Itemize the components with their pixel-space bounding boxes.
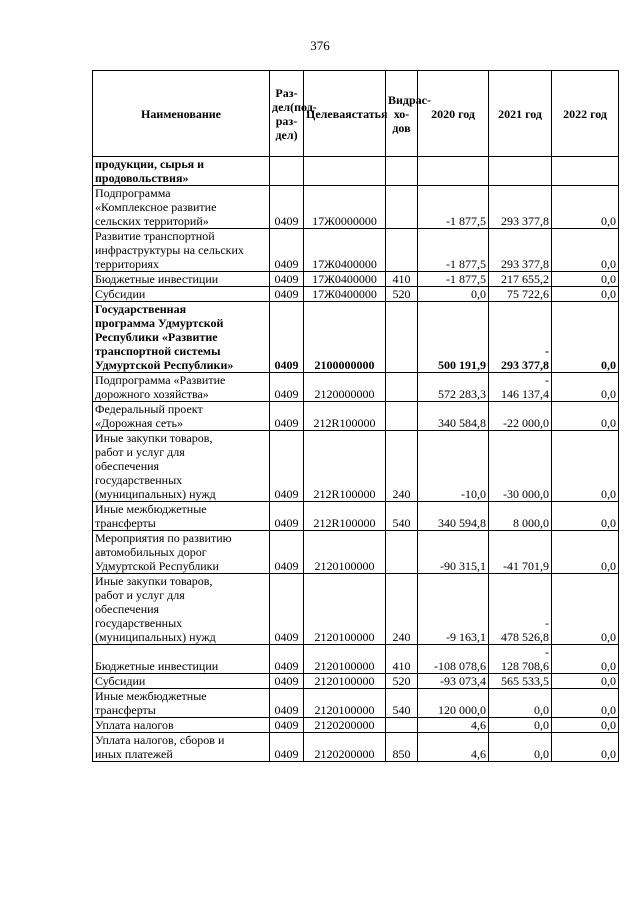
row-name: Бюджетные инвестиции [93, 645, 270, 674]
table-row [93, 373, 619, 402]
table-row [93, 272, 619, 287]
row-2022: 0,0 [552, 502, 619, 531]
row-target: 212R100000 [304, 502, 386, 531]
row-2022: 0,0 [552, 531, 619, 574]
row-2021: - 478 526,8 [489, 574, 552, 645]
row-target: 2120100000 [304, 689, 386, 718]
row-section: 0409 [270, 689, 304, 718]
row-name: продукции, сырья и продовольствия» [93, 157, 270, 186]
table-row [93, 302, 619, 373]
row-2021: 0,0 [489, 718, 552, 733]
row-section: 0409 [270, 402, 304, 431]
row-2021: - 128 708,6 [489, 645, 552, 674]
row-name: Подпрограмма «Комплексное развитие сельских территорий» [93, 186, 270, 229]
row-section: 0409 [270, 373, 304, 402]
row-2020: 120 000,0 [418, 689, 489, 718]
row-expense-type [386, 229, 418, 272]
row-target: 2100000000 [304, 302, 386, 373]
row-2020: 4,6 [418, 733, 489, 762]
row-expense-type [386, 157, 418, 186]
row-2020: -108 078,6 [418, 645, 489, 674]
row-target: 17Ж0000000 [304, 186, 386, 229]
row-name: Иные межбюджетные трансферты [93, 502, 270, 531]
row-2020: -1 877,5 [418, 229, 489, 272]
row-section: 0409 [270, 645, 304, 674]
row-2021: 0,0 [489, 689, 552, 718]
row-2020 [418, 157, 489, 186]
row-expense-type: 540 [386, 502, 418, 531]
table-row [93, 689, 619, 718]
row-target: 2120100000 [304, 674, 386, 689]
row-name: Иные закупки товаров, работ и услуг для обеспечения государственных (муниципальных) нужд [93, 431, 270, 502]
row-expense-type [386, 718, 418, 733]
row-expense-type: 240 [386, 574, 418, 645]
row-name: Иные межбюджетные трансферты [93, 689, 270, 718]
row-section: 0409 [270, 287, 304, 302]
row-expense-type: 240 [386, 431, 418, 502]
row-expense-type: 520 [386, 287, 418, 302]
header-name: Наименование [93, 71, 270, 157]
row-target: 212R100000 [304, 431, 386, 502]
row-name: Мероприятия по развитию автомобильных дорог Удмуртской Республики [93, 531, 270, 574]
row-2021: -41 701,9 [489, 531, 552, 574]
table-row [93, 574, 619, 645]
row-expense-type [386, 402, 418, 431]
row-2021: -30 000,0 [489, 431, 552, 502]
row-target: 2120200000 [304, 718, 386, 733]
row-2021: 8 000,0 [489, 502, 552, 531]
row-section: 0409 [270, 674, 304, 689]
row-section [270, 157, 304, 186]
row-expense-type: 520 [386, 674, 418, 689]
table-row [93, 287, 619, 302]
row-target: 2120100000 [304, 645, 386, 674]
row-2022: 0,0 [552, 402, 619, 431]
row-name: Уплата налогов [93, 718, 270, 733]
row-name: Государственная программа Удмуртской Республики «Развитие транспортной системы Удмуртской Республики» [93, 302, 270, 373]
row-expense-type: 850 [386, 733, 418, 762]
row-2022: 0,0 [552, 431, 619, 502]
row-2020: 4,6 [418, 718, 489, 733]
row-section: 0409 [270, 229, 304, 272]
table-row [93, 157, 619, 186]
row-target: 2120200000 [304, 733, 386, 762]
row-target: 2120100000 [304, 574, 386, 645]
table-row [93, 229, 619, 272]
row-target: 17Ж0400000 [304, 229, 386, 272]
row-target: 212R100000 [304, 402, 386, 431]
row-2022: 0,0 [552, 229, 619, 272]
row-target: 17Ж0400000 [304, 272, 386, 287]
row-name: Бюджетные инвестиции [93, 272, 270, 287]
row-2020: -93 073,4 [418, 674, 489, 689]
row-expense-type [386, 531, 418, 574]
row-2020: 500 191,9 [418, 302, 489, 373]
row-2022: 0,0 [552, 718, 619, 733]
row-2021: - 146 137,4 [489, 373, 552, 402]
row-2022: 0,0 [552, 645, 619, 674]
row-section: 0409 [270, 502, 304, 531]
row-2021: 0,0 [489, 733, 552, 762]
row-name: Субсидии [93, 674, 270, 689]
row-section: 0409 [270, 272, 304, 287]
row-2021: 217 655,2 [489, 272, 552, 287]
row-2022 [552, 157, 619, 186]
table-row [93, 186, 619, 229]
header-expense-type: Видрас-хо-дов [386, 71, 418, 157]
row-2020: -10,0 [418, 431, 489, 502]
row-2022: 0,0 [552, 272, 619, 287]
row-section: 0409 [270, 733, 304, 762]
row-target: 17Ж0400000 [304, 287, 386, 302]
row-2020: -9 163,1 [418, 574, 489, 645]
table-row [93, 431, 619, 502]
row-2021: 293 377,8 [489, 186, 552, 229]
table-row [93, 502, 619, 531]
row-2020: -1 877,5 [418, 272, 489, 287]
table-body [93, 157, 619, 762]
row-section: 0409 [270, 186, 304, 229]
row-name: Развитие транспортной инфраструктуры на сельских территориях [93, 229, 270, 272]
row-target [304, 157, 386, 186]
row-expense-type [386, 186, 418, 229]
row-2022: 0,0 [552, 733, 619, 762]
budget-table [92, 70, 619, 762]
row-expense-type [386, 302, 418, 373]
row-2021: -22 000,0 [489, 402, 552, 431]
header-section: Раз-дел(под-раз-дел) [270, 71, 304, 157]
header-row [93, 71, 619, 157]
row-2022: 0,0 [552, 186, 619, 229]
table-row [93, 531, 619, 574]
row-name: Подпрограмма «Развитие дорожного хозяйства» [93, 373, 270, 402]
row-2021 [489, 157, 552, 186]
row-target: 2120000000 [304, 373, 386, 402]
row-section: 0409 [270, 718, 304, 733]
row-2022: 0,0 [552, 574, 619, 645]
row-name: Иные закупки товаров, работ и услуг для обеспечения государственных (муниципальных) нужд [93, 574, 270, 645]
page-number: 376 [310, 38, 330, 53]
row-2020: -90 315,1 [418, 531, 489, 574]
row-2022: 0,0 [552, 302, 619, 373]
row-2021: 75 722,6 [489, 287, 552, 302]
row-section: 0409 [270, 574, 304, 645]
row-section: 0409 [270, 431, 304, 502]
row-2021: 293 377,8 [489, 229, 552, 272]
header-2020: 2020 год [418, 71, 489, 157]
row-2021: - 293 377,8 [489, 302, 552, 373]
header-2021: 2021 год [489, 71, 552, 157]
table-row [93, 645, 619, 674]
table-row [93, 733, 619, 762]
row-expense-type: 410 [386, 645, 418, 674]
row-name: Уплата налогов, сборов и иных платежей [93, 733, 270, 762]
row-expense-type [386, 373, 418, 402]
row-2020: -1 877,5 [418, 186, 489, 229]
row-expense-type: 410 [386, 272, 418, 287]
row-2020: 572 283,3 [418, 373, 489, 402]
row-2020: 340 594,8 [418, 502, 489, 531]
row-name: Федеральный проект «Дорожная сеть» [93, 402, 270, 431]
row-section: 0409 [270, 531, 304, 574]
row-section: 0409 [270, 302, 304, 373]
row-2020: 340 584,8 [418, 402, 489, 431]
row-2022: 0,0 [552, 674, 619, 689]
table-row [93, 402, 619, 431]
header-target: Целеваястатья [304, 71, 386, 157]
row-2020: 0,0 [418, 287, 489, 302]
row-target: 2120100000 [304, 531, 386, 574]
row-2022: 0,0 [552, 689, 619, 718]
row-name: Субсидии [93, 287, 270, 302]
header-2022: 2022 год [552, 71, 619, 157]
table-row [93, 718, 619, 733]
row-2022: 0,0 [552, 287, 619, 302]
table-row [93, 674, 619, 689]
row-2021: 565 533,5 [489, 674, 552, 689]
row-expense-type: 540 [386, 689, 418, 718]
row-2022: 0,0 [552, 373, 619, 402]
